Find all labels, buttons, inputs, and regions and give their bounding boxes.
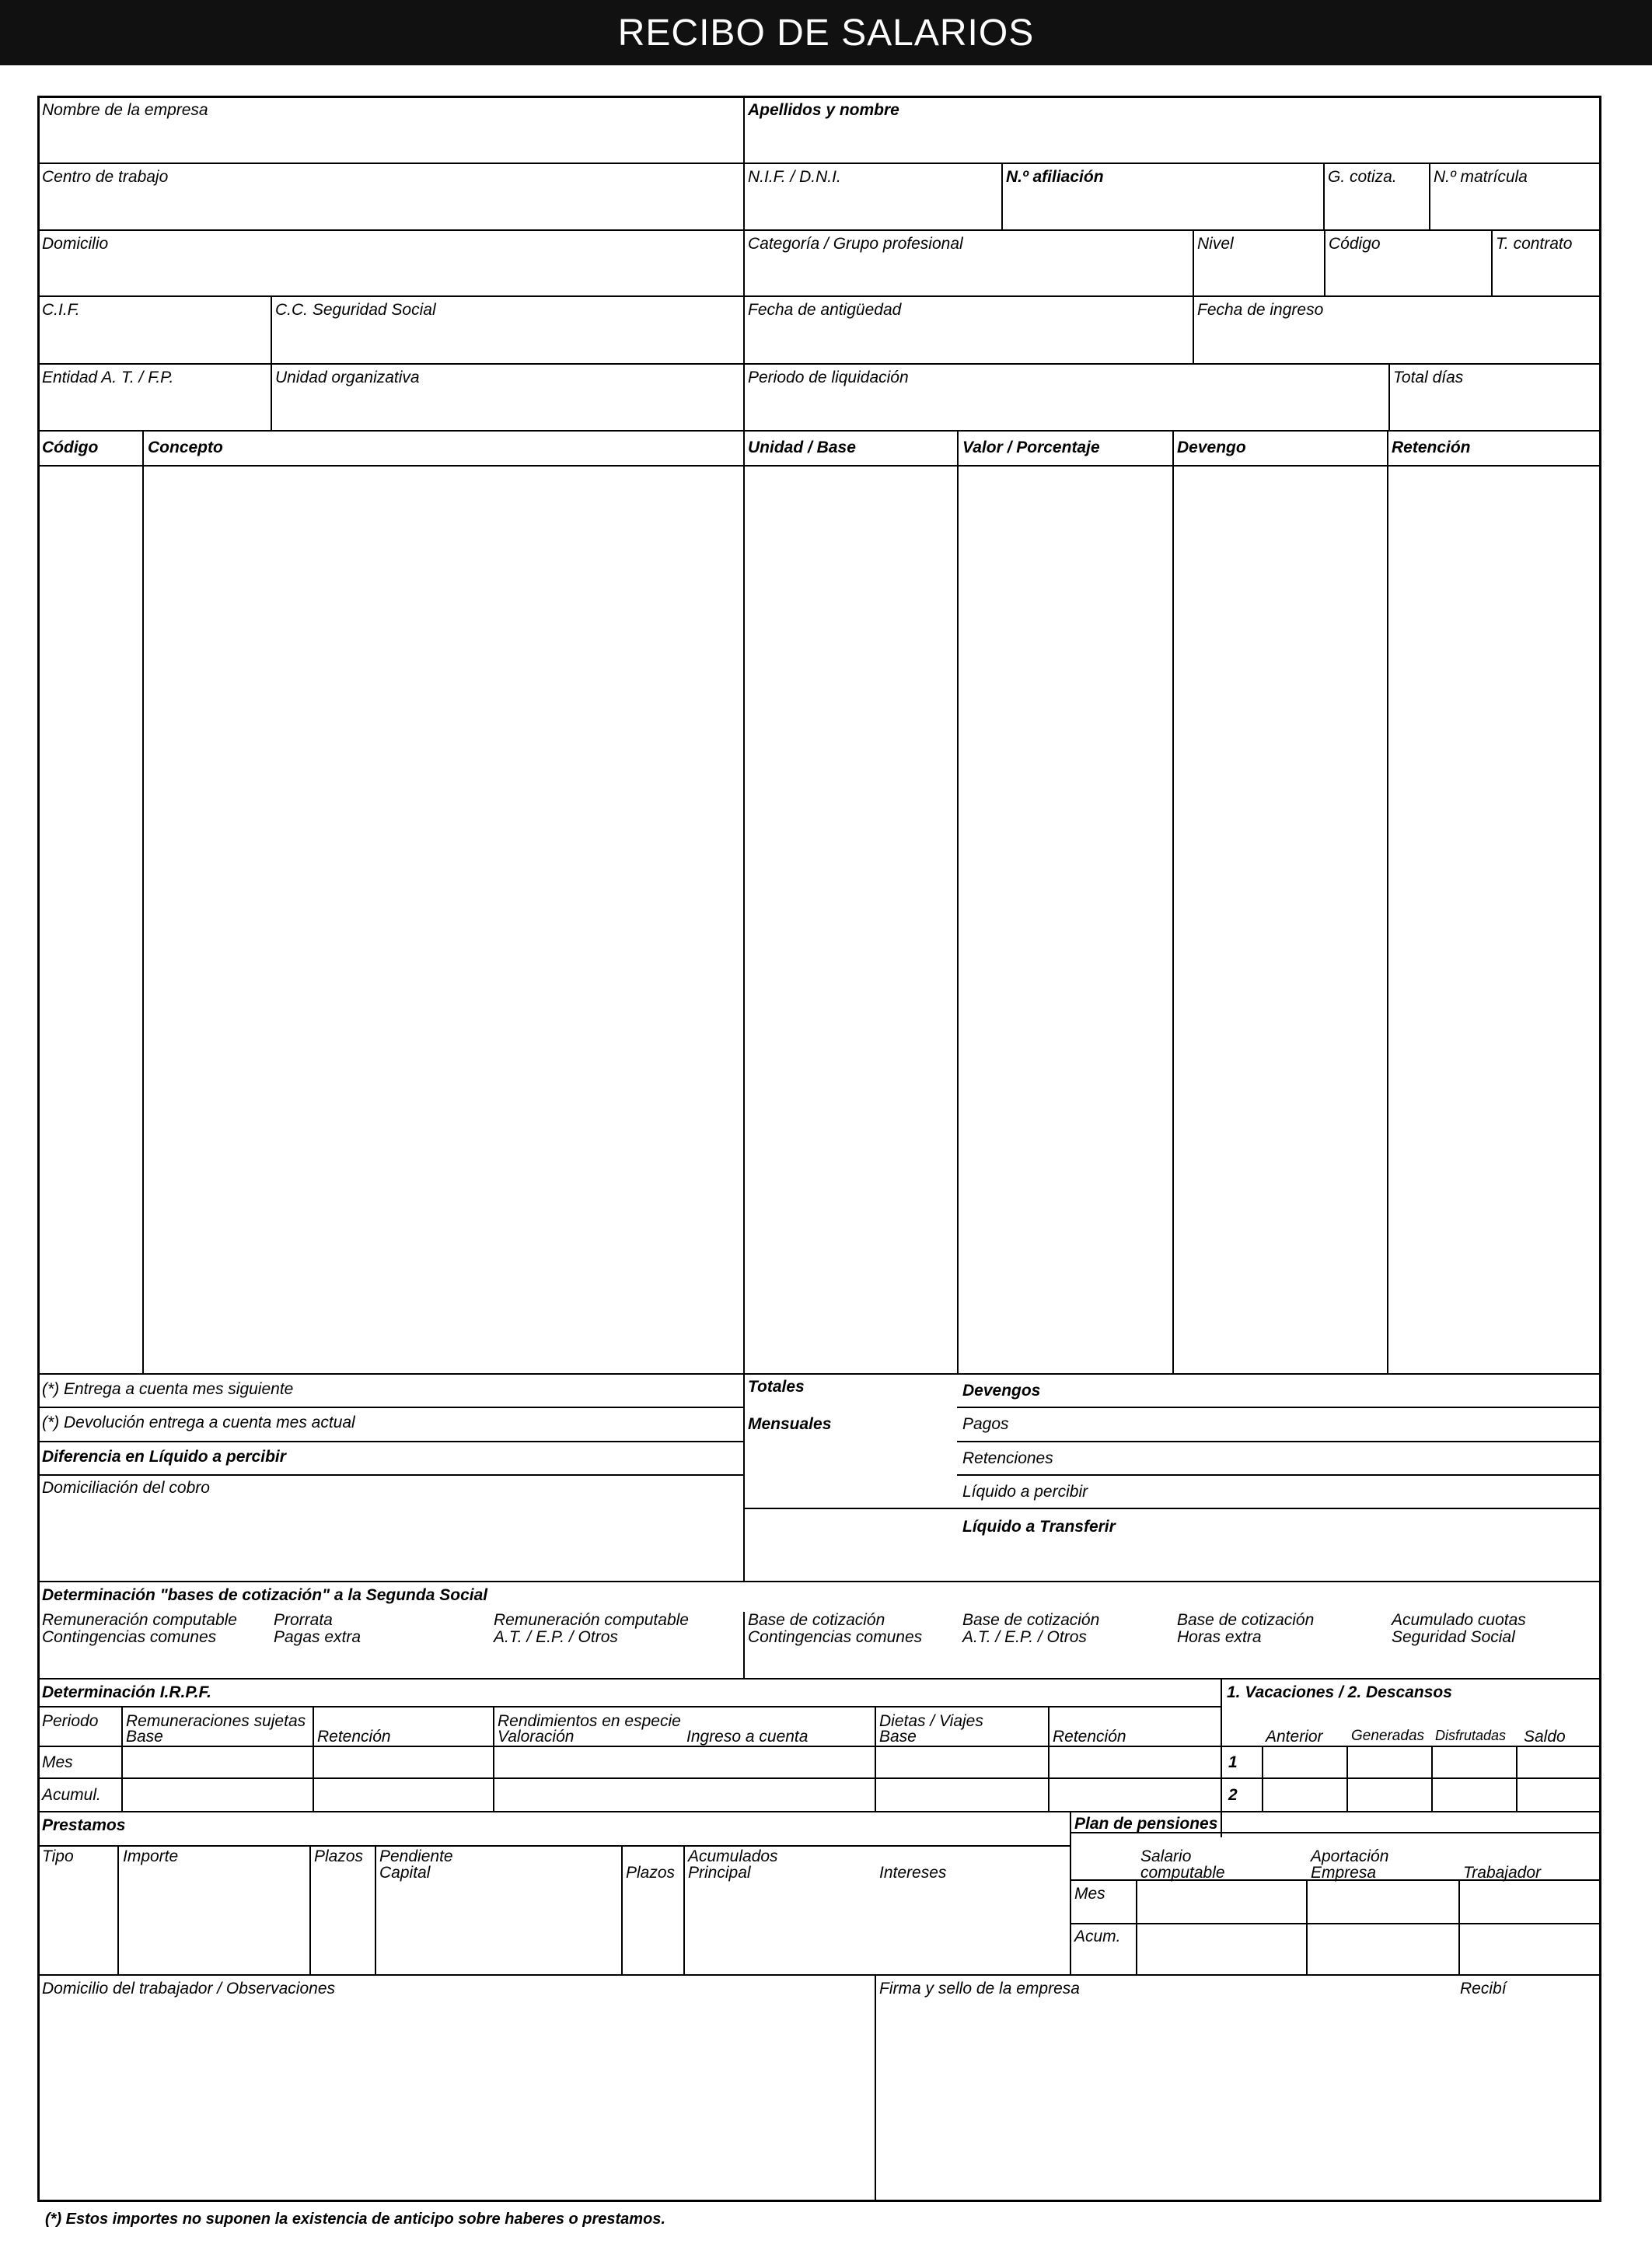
divider (37, 1845, 1070, 1847)
ss-col7a: Acumulado cuotas (1392, 1611, 1526, 1629)
divider (37, 1777, 1601, 1779)
label-unidad: Unidad organizativa (275, 369, 420, 386)
irpf-periodo: Periodo (42, 1712, 99, 1730)
vac-generadas: Generadas (1351, 1728, 1425, 1744)
divider (37, 1678, 1601, 1680)
divider (1172, 430, 1174, 1373)
divider (1388, 363, 1390, 430)
col-codigo: Código (42, 439, 99, 456)
irpf-title: Determinación I.R.P.F. (42, 1683, 211, 1701)
divider (37, 1706, 1221, 1707)
label-liquido: Líquido a percibir (962, 1483, 1088, 1501)
label-firma: Firma y sello de la empresa (879, 1980, 1080, 1998)
label-codigo: Código (1329, 235, 1381, 253)
loans-acum1: Acumulados (688, 1847, 778, 1865)
label-domicilio-trabajador: Domicilio del trabajador / Observaciones (42, 1980, 336, 1998)
label-recibi: Recibí (1460, 1980, 1507, 1998)
irpf-ingreso: Ingreso a cuenta (686, 1728, 809, 1746)
salary-receipt-form (37, 96, 1601, 2202)
divider (621, 1845, 623, 1974)
divider (1429, 163, 1430, 229)
divider (1323, 163, 1325, 229)
divider (37, 1373, 1601, 1375)
divider (1136, 1879, 1137, 1974)
divider (37, 163, 1601, 164)
label-diferencia: Diferencia en Líquido a percibir (42, 1448, 286, 1466)
divider (1001, 163, 1003, 229)
label-domiciliacion: Domiciliación del cobro (42, 1479, 210, 1497)
divider (875, 1706, 876, 1811)
vac-saldo: Saldo (1524, 1728, 1566, 1746)
loans-title: Prestamos (42, 1816, 126, 1834)
divider (37, 1441, 743, 1442)
irpf-dietas: Dietas / Viajes (879, 1712, 983, 1730)
divider (117, 1845, 119, 1974)
ss-col3b: A.T. / E.P. / Otros (494, 1628, 618, 1646)
vac-row2: 2 (1228, 1786, 1238, 1804)
ss-col4b: Contingencias comunes (748, 1628, 923, 1646)
loans-tipo: Tipo (42, 1847, 74, 1865)
label-centro: Centro de trabajo (42, 168, 169, 186)
loans-acum2: Principal (688, 1864, 751, 1882)
divider (683, 1845, 685, 1974)
irpf-rend: Rendimientos en especie (498, 1712, 681, 1730)
vac-row1: 1 (1228, 1753, 1238, 1771)
ss-col2a: Prorrata (274, 1611, 333, 1629)
divider (37, 465, 1601, 467)
ss-col1b: Contingencias comunes (42, 1628, 217, 1646)
divider (1262, 1746, 1263, 1811)
irpf-retencion2: Retención (1053, 1728, 1126, 1746)
divider (1070, 1811, 1071, 1974)
ss-col1a: Remuneración computable (42, 1611, 237, 1629)
loans-pendiente2: Capital (379, 1864, 431, 1882)
divider (957, 1441, 1601, 1442)
label-matricula: N.º matrícula (1434, 168, 1528, 186)
label-ingreso: Fecha de ingreso (1197, 301, 1324, 319)
label-categoria: Categoría / Grupo profesional (748, 235, 963, 253)
border-right (1599, 96, 1601, 2202)
irpf-base: Base (126, 1728, 163, 1746)
pension-aport2: Empresa (1311, 1864, 1377, 1882)
label-apellidos: Apellidos y nombre (748, 101, 899, 119)
divider (313, 1706, 314, 1811)
divider (1193, 229, 1194, 295)
loans-importe: Importe (123, 1847, 179, 1865)
irpf-retencion: Retención (317, 1728, 391, 1746)
irpf-acumul: Acumul. (42, 1786, 101, 1804)
divider (309, 1845, 311, 1974)
label-retenciones: Retenciones (962, 1449, 1053, 1467)
divider (1221, 1678, 1222, 1837)
divider (1070, 1923, 1601, 1924)
label-devengos: Devengos (962, 1382, 1041, 1400)
divider (1491, 229, 1493, 295)
divider (271, 295, 272, 430)
ss-col5b: A.T. / E.P. / Otros (962, 1628, 1087, 1646)
ss-col7b: Seguridad Social (1392, 1628, 1515, 1646)
label-transferir: Líquido a Transferir (962, 1518, 1116, 1536)
ss-col6b: Horas extra (1177, 1628, 1262, 1646)
col-valor: Valor / Porcentaje (962, 439, 1100, 456)
divider (375, 1845, 376, 1974)
pension-salario1: Salario (1140, 1847, 1192, 1865)
divider (37, 229, 1601, 231)
divider (743, 1612, 745, 1678)
label-pagos: Pagos (962, 1415, 1009, 1433)
vac-title: 1. Vacaciones / 2. Descansos (1227, 1683, 1452, 1701)
divider (1387, 430, 1388, 1373)
label-antiguedad: Fecha de antigüedad (748, 301, 902, 319)
divider (1431, 1746, 1433, 1811)
divider (37, 1974, 1601, 1976)
col-devengo: Devengo (1177, 439, 1246, 456)
pension-salario2: computable (1140, 1864, 1225, 1882)
divider (121, 1706, 123, 1811)
pension-acum: Acum. (1074, 1928, 1121, 1945)
label-afiliacion: N.º afiliación (1006, 168, 1104, 186)
label-gcotiza: G. cotiza. (1328, 168, 1397, 186)
label-entrega: (*) Entrega a cuenta mes siguiente (42, 1380, 294, 1398)
pension-title: Plan de pensiones (1074, 1815, 1218, 1833)
divider (142, 430, 144, 1373)
ss-col2b: Pagas extra (274, 1628, 361, 1646)
col-concepto: Concepto (148, 439, 223, 456)
divider (743, 1508, 1601, 1509)
ss-col4a: Base de cotización (748, 1611, 885, 1629)
divider (493, 1706, 494, 1811)
border-left (37, 96, 40, 2202)
irpf-mes: Mes (42, 1753, 73, 1771)
irpf-valoracion: Valoración (498, 1728, 575, 1746)
label-periodo: Periodo de liquidación (748, 369, 909, 386)
label-empresa: Nombre de la empresa (42, 101, 208, 119)
vac-anterior: Anterior (1266, 1728, 1323, 1746)
divider (1193, 295, 1194, 363)
pension-aport1: Aportación (1311, 1847, 1389, 1865)
border-bottom (37, 2200, 1601, 2202)
label-devolucion: (*) Devolución entrega a cuenta mes actual (42, 1414, 355, 1431)
loans-pendiente1: Pendiente (379, 1847, 453, 1865)
divider (37, 1407, 743, 1408)
label-mensuales: Mensuales (748, 1415, 832, 1433)
label-cif: C.I.F. (42, 301, 80, 319)
label-ccss: C.C. Seguridad Social (275, 301, 436, 319)
divider (1346, 1746, 1348, 1811)
divider (1458, 1879, 1460, 1974)
divider (1516, 1746, 1518, 1811)
page-title: RECIBO DE SALARIOS (0, 0, 1652, 65)
divider (1306, 1879, 1308, 1974)
label-totaldias: Total días (1393, 369, 1464, 386)
divider (957, 1474, 1601, 1476)
ss-col6a: Base de cotización (1177, 1611, 1315, 1629)
divider (875, 1974, 876, 2202)
col-retencion: Retención (1392, 439, 1471, 456)
divider (1048, 1706, 1050, 1811)
divider (37, 1474, 743, 1476)
divider (37, 430, 1601, 432)
vac-disfrutadas: Disfrutadas (1435, 1728, 1507, 1743)
loans-intereses: Intereses (879, 1864, 947, 1882)
divider (37, 1811, 1601, 1812)
label-totales: Totales (748, 1378, 805, 1396)
pension-trabajador: Trabajador (1463, 1864, 1541, 1882)
ss-col3a: Remuneración computable (494, 1611, 689, 1629)
label-entidad: Entidad A. T. / F.P. (42, 369, 174, 386)
loans-plazos: Plazos (314, 1847, 364, 1865)
divider (37, 1746, 1601, 1747)
label-tcontrato: T. contrato (1496, 235, 1573, 253)
divider (743, 96, 745, 1581)
border-top (37, 96, 1601, 98)
ss-title: Determinación "bases de cotización" a la Segunda Social (42, 1586, 488, 1604)
label-nivel: Nivel (1197, 235, 1234, 253)
divider (1324, 229, 1325, 295)
label-domicilio: Domicilio (42, 235, 109, 253)
divider (957, 1407, 1601, 1408)
label-nif: N.I.F. / D.N.I. (748, 168, 841, 186)
irpf-rem: Remuneraciones sujetas (126, 1712, 306, 1730)
pension-mes: Mes (1074, 1885, 1105, 1903)
col-unidad: Unidad / Base (748, 439, 856, 456)
divider (957, 430, 959, 1373)
ss-col5a: Base de cotización (962, 1611, 1100, 1629)
divider (37, 1581, 1601, 1582)
irpf-base2: Base (879, 1728, 917, 1746)
loans-plazos2: Plazos (626, 1864, 676, 1882)
footnote: (*) Estos importes no suponen la existencia de anticipo sobre haberes o prestamos. (45, 2211, 665, 2228)
